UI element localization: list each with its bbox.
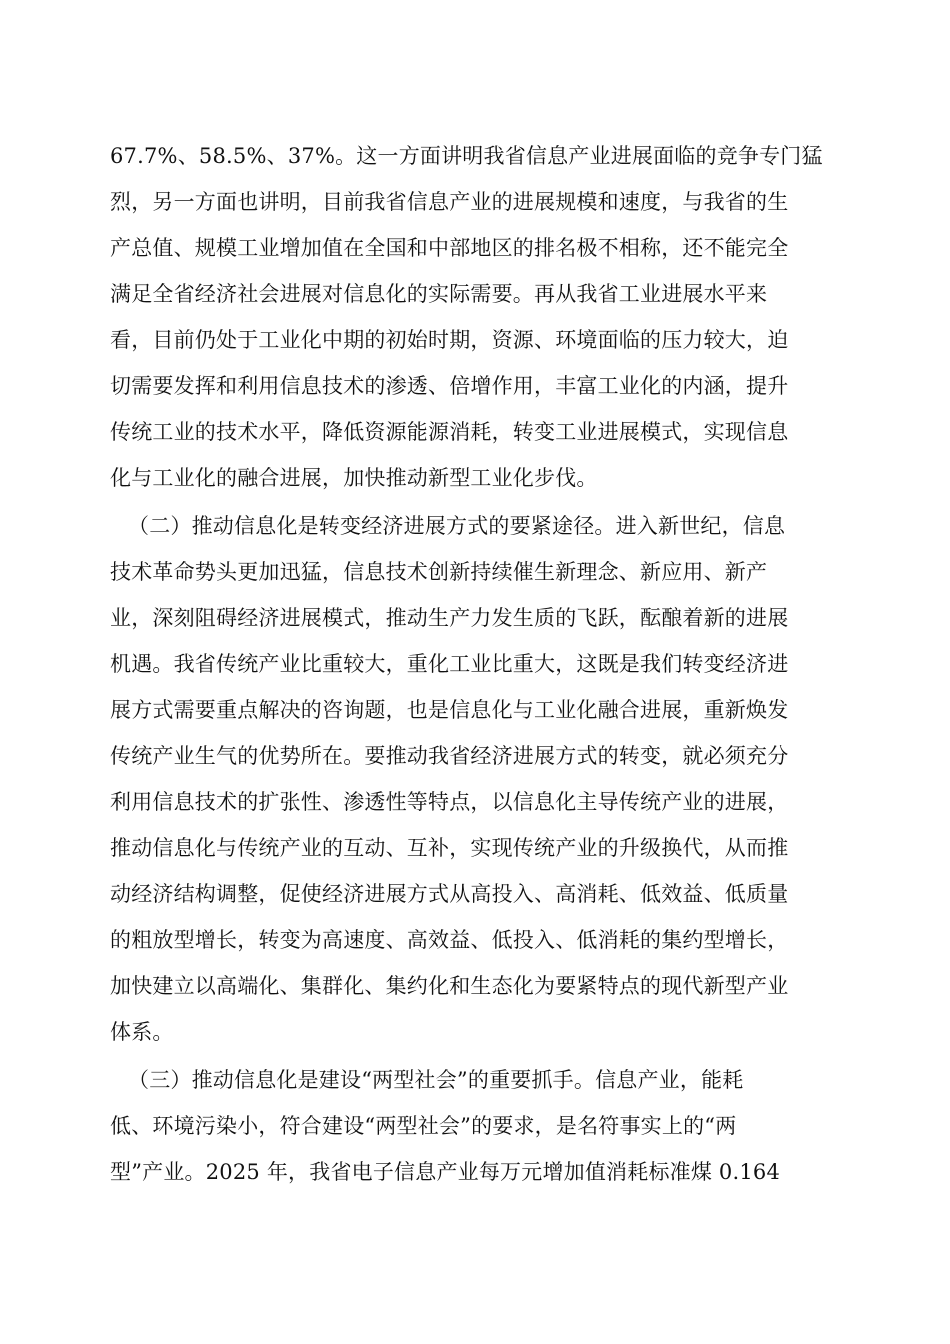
- text-line: 传统工业的技术水平，降低资源能源消耗，转变工业进展模式，实现信息: [110, 420, 789, 444]
- text-line: 低、环境污染小，符合建设“两型社会”的要求，是名符事实上的“两: [110, 1114, 737, 1138]
- text-line: 体系。: [110, 1020, 174, 1044]
- text-line: 动经济结构调整，促使经济进展方式从高投入、高消耗、低效益、低质量: [110, 882, 789, 906]
- text-line: 烈，另一方面也讲明，目前我省信息产业的进展规模和速度，与我省的生: [110, 190, 789, 214]
- text-line: 型”产业。2025 年，我省电子信息产业每万元增加值消耗标准煤 0.164: [110, 1160, 781, 1184]
- paragraph-heading: （三）推动信息化是建设“两型社会”的重要抓手。信息产业，能耗: [128, 1068, 744, 1092]
- text-line: 业，深刻阻碍经济进展模式，推动生产力发生质的飞跃，酝酿着新的进展: [110, 606, 789, 630]
- text-line: 传统产业生气的优势所在。要推动我省经济进展方式的转变，就必须充分: [110, 744, 789, 768]
- paragraph-heading: （二）推动信息化是转变经济进展方式的要紧途径。进入新世纪，信息: [128, 514, 786, 538]
- text-line: 化与工业化的融合进展，加快推动新型工业化步伐。: [110, 466, 598, 490]
- text-line: 切需要发挥和利用信息技术的渗透、倍增作用，丰富工业化的内涵，提升: [110, 374, 789, 398]
- text-line: 机遇。我省传统产业比重较大，重化工业比重大，这既是我们转变经济进: [110, 652, 789, 676]
- text-line: 67.7%、58.5%、37%。这一方面讲明我省信息产业进展面临的竞争专门猛: [110, 144, 823, 168]
- text-line: 展方式需要重点解决的咨询题，也是信息化与工业化融合进展，重新焕发: [110, 698, 789, 722]
- text-line: 产总值、规模工业增加值在全国和中部地区的排名极不相称，还不能完全: [110, 236, 789, 260]
- text-line: 满足全省经济社会进展对信息化的实际需要。再从我省工业进展水平来: [110, 282, 768, 306]
- text-line: 的粗放型增长，转变为高速度、高效益、低投入、低消耗的集约型增长，: [110, 928, 789, 952]
- text-line: 推动信息化与传统产业的互动、互补，实现传统产业的升级换代，从而推: [110, 836, 789, 860]
- text-line: 技术革命势头更加迅猛，信息技术创新持续催生新理念、新应用、新产: [110, 560, 768, 584]
- text-line: 看，目前仍处于工业化中期的初始时期，资源、环境面临的压力较大，迫: [110, 328, 789, 352]
- text-line: 加快建立以高端化、集群化、集约化和生态化为要紧特点的现代新型产业: [110, 974, 789, 998]
- text-line: 利用信息技术的扩张性、渗透性等特点，以信息化主导传统产业的进展，: [110, 790, 789, 814]
